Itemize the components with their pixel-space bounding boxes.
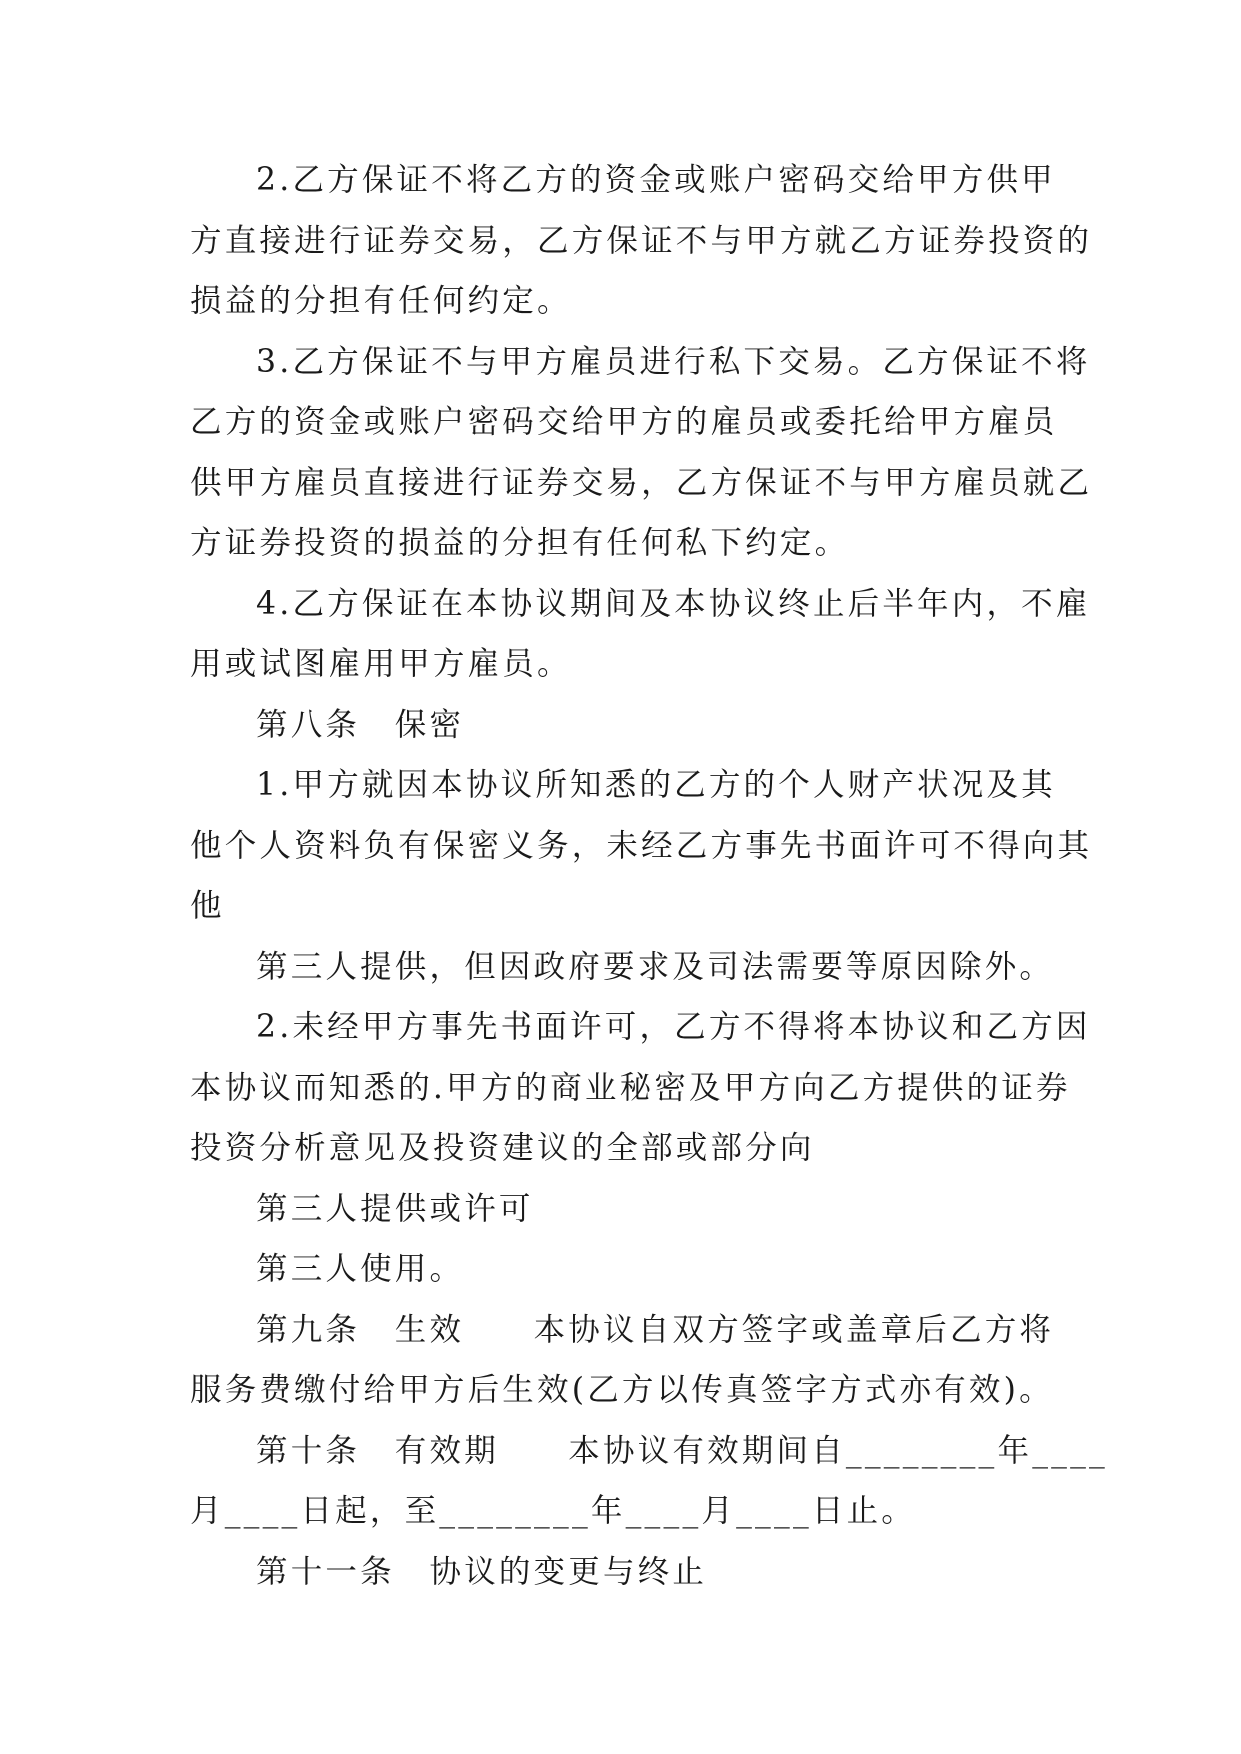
paragraph-line: 第三人提供或许可: [256, 1190, 534, 1227]
paragraph: [190, 937, 1055, 998]
paragraph: [190, 997, 1091, 1179]
paragraph: [190, 150, 1093, 332]
paragraph-line: 月____日起，至________年____月____日止。: [190, 1493, 917, 1529]
paragraph: [190, 574, 1091, 695]
paragraph-line: 供甲方雇员直接进行证券交易，乙方保证不与甲方雇员就乙: [190, 464, 1093, 501]
paragraph-line: 服务费缴付给甲方后生效(乙方以传真签字方式亦有效)。: [190, 1372, 1054, 1408]
paragraph-line: 方直接进行证券交易，乙方保证不与甲方就乙方证券投资的: [190, 222, 1093, 259]
paragraph-line: 第九条 生效 本协议自双方签字或盖章后乙方将: [256, 1311, 1055, 1348]
paragraph: [190, 695, 1050, 756]
paragraph: [190, 332, 1093, 574]
paragraph-line: 3.乙方保证不与甲方雇员进行私下交易。乙方保证不将: [256, 343, 1091, 380]
paragraph: [190, 1239, 1050, 1300]
paragraph: [190, 1542, 1050, 1603]
paragraph-line: 损益的分担有任何约定。: [190, 283, 572, 319]
paragraph-line: 他个人资料负有保密义务，未经乙方事先书面许可不得向其: [190, 827, 1093, 864]
paragraph-line: 2.未经甲方事先书面许可，乙方不得将本协议和乙方因: [256, 1009, 1091, 1045]
paragraph: [190, 755, 1093, 937]
paragraph: [190, 1179, 1050, 1240]
paragraph-line: 他: [190, 888, 225, 924]
paragraph: [190, 1421, 1109, 1542]
paragraph-line: 2.乙方保证不将乙方的资金或账户密码交给甲方供甲: [256, 162, 1056, 198]
paragraph-line: 乙方的资金或账户密码交给甲方的雇员或委托给甲方雇员: [190, 404, 1058, 440]
paragraph-line: 4.乙方保证在本协议期间及本协议终止后半年内，不雇: [256, 585, 1091, 622]
paragraph: [190, 1300, 1055, 1421]
paragraph-line: 第八条 保密: [256, 706, 465, 743]
paragraph-line: 第十一条 协议的变更与终止: [256, 1553, 708, 1590]
paragraph-line: 第十条 有效期 本协议有效期间自________年____: [256, 1432, 1109, 1469]
paragraph-line: 本协议而知悉的.甲方的商业秘密及甲方向乙方提供的证券: [190, 1069, 1071, 1106]
paragraph-line: 用或试图雇用甲方雇员。: [190, 646, 572, 682]
paragraph-line: 1.甲方就因本协议所知悉的乙方的个人财产状况及其: [256, 767, 1056, 803]
document-body: [190, 150, 1109, 1602]
paragraph-line: 投资分析意见及投资建议的全部或部分向: [190, 1130, 815, 1166]
paragraph-line: 第三人使用。: [256, 1251, 465, 1287]
paragraph-line: 方证券投资的损益的分担有任何私下约定。: [190, 525, 850, 561]
paragraph-line: 第三人提供，但因政府要求及司法需要等原因除外。: [256, 948, 1055, 985]
